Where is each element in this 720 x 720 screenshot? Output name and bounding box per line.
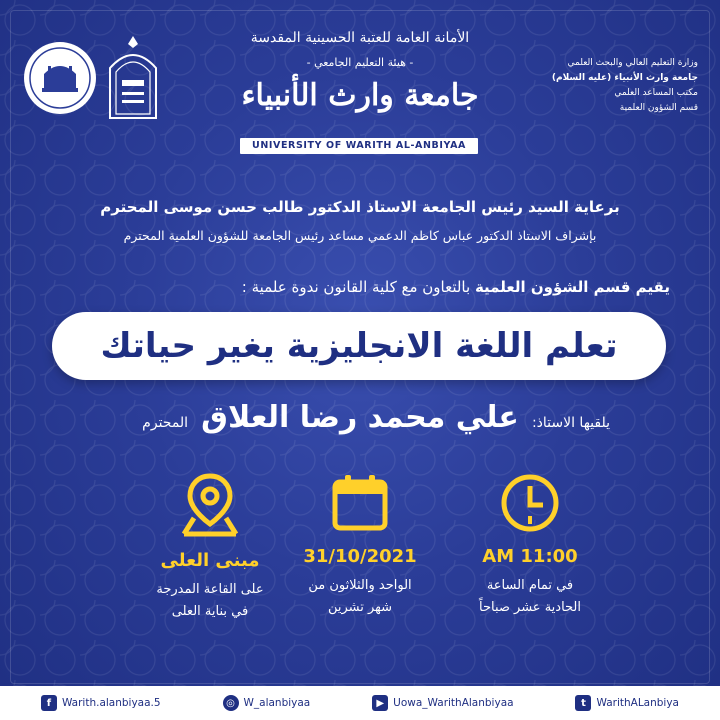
date-line: الواحد والثلاثون من <box>308 578 412 593</box>
patronage-line: برعاية السيد رئيس الجامعة الاستاذ الدكتور طالب حسن موسى المحترم <box>100 198 620 216</box>
time-line: في تمام الساعة <box>486 578 574 593</box>
ministry-line: جامعة وارث الأنبياء (عليه السلام) <box>551 73 698 83</box>
time-info <box>450 472 610 619</box>
calligraphy-header: الأمانة العامة للعتبة الحسينية المقدسة <box>250 30 470 46</box>
location-info <box>130 472 290 623</box>
time-line: الحادية عشر صباحاً <box>478 600 581 615</box>
facebook-link[interactable] <box>41 695 161 711</box>
host-details: بالتعاون مع كلية القانون ندوة علمية : <box>241 278 475 296</box>
location-line: على القاعة المدرجة <box>156 582 264 597</box>
ministry-line: وزارة التعليم العالي والبحث العلمي <box>567 58 698 68</box>
twitter-link[interactable] <box>575 695 679 711</box>
time-detail <box>450 575 610 619</box>
clock-icon <box>499 472 561 534</box>
calendar-icon <box>329 472 391 534</box>
facebook-icon: f <box>41 695 57 711</box>
facebook-handle: Warith.alanbiyaa.5 <box>61 697 161 709</box>
speaker-line <box>60 400 610 435</box>
header-subtitle: - هيئة التعليم الجامعي - <box>306 56 414 69</box>
location-value: مبنى العلى <box>160 550 260 571</box>
youtube-icon: ▶ <box>372 695 388 711</box>
general-secretariat-logo-icon <box>22 40 98 116</box>
seminar-title: تعلم اللغة الانجليزية يغير حياتك <box>52 312 666 380</box>
instagram-link[interactable] <box>223 695 311 711</box>
location-detail <box>130 579 290 623</box>
ministry-block <box>528 56 698 116</box>
twitter-icon: t <box>575 695 591 711</box>
date-value: 31/10/2021 <box>303 546 417 567</box>
ministry-line: مكتب المساعد العلمي <box>614 88 698 98</box>
youtube-link[interactable] <box>372 695 513 711</box>
speaker-name: علي محمد رضا العلاق <box>201 400 519 435</box>
location-pin-icon <box>180 472 240 538</box>
time-value: 11:00 AM <box>482 546 578 567</box>
host-line <box>130 278 670 296</box>
university-name-arabic: جامعة وارث الأنبياء <box>241 78 479 113</box>
twitter-handle: WarithALanbiya <box>596 697 679 709</box>
supervision-line: بإشراف الاستاذ الدكتور عباس كاظم الدعمي مساعد رئيس الجامعة للشؤون العلمية المحترم <box>123 228 597 243</box>
speaker-label: يلقيها الاستاذ: <box>531 415 610 431</box>
youtube-handle: Uowa_WarithAlanbiyaa <box>393 697 514 709</box>
instagram-icon: ◎ <box>223 695 239 711</box>
social-footer <box>0 686 720 720</box>
university-crest-icon <box>102 34 164 120</box>
date-detail <box>280 575 440 619</box>
location-line: في بناية العلى <box>171 604 249 619</box>
instagram-handle: W_alanbiyaa <box>243 697 311 709</box>
date-info <box>280 472 440 619</box>
speaker-honorific: المحترم <box>142 415 189 431</box>
university-name-english: UNIVERSITY OF WARITH AL-ANBIYAA <box>240 138 478 154</box>
ministry-line: قسم الشؤون العلمية <box>619 103 698 113</box>
date-line: شهر تشرين <box>327 600 393 615</box>
host-department: يقيم قسم الشؤون العلمية <box>474 278 670 296</box>
